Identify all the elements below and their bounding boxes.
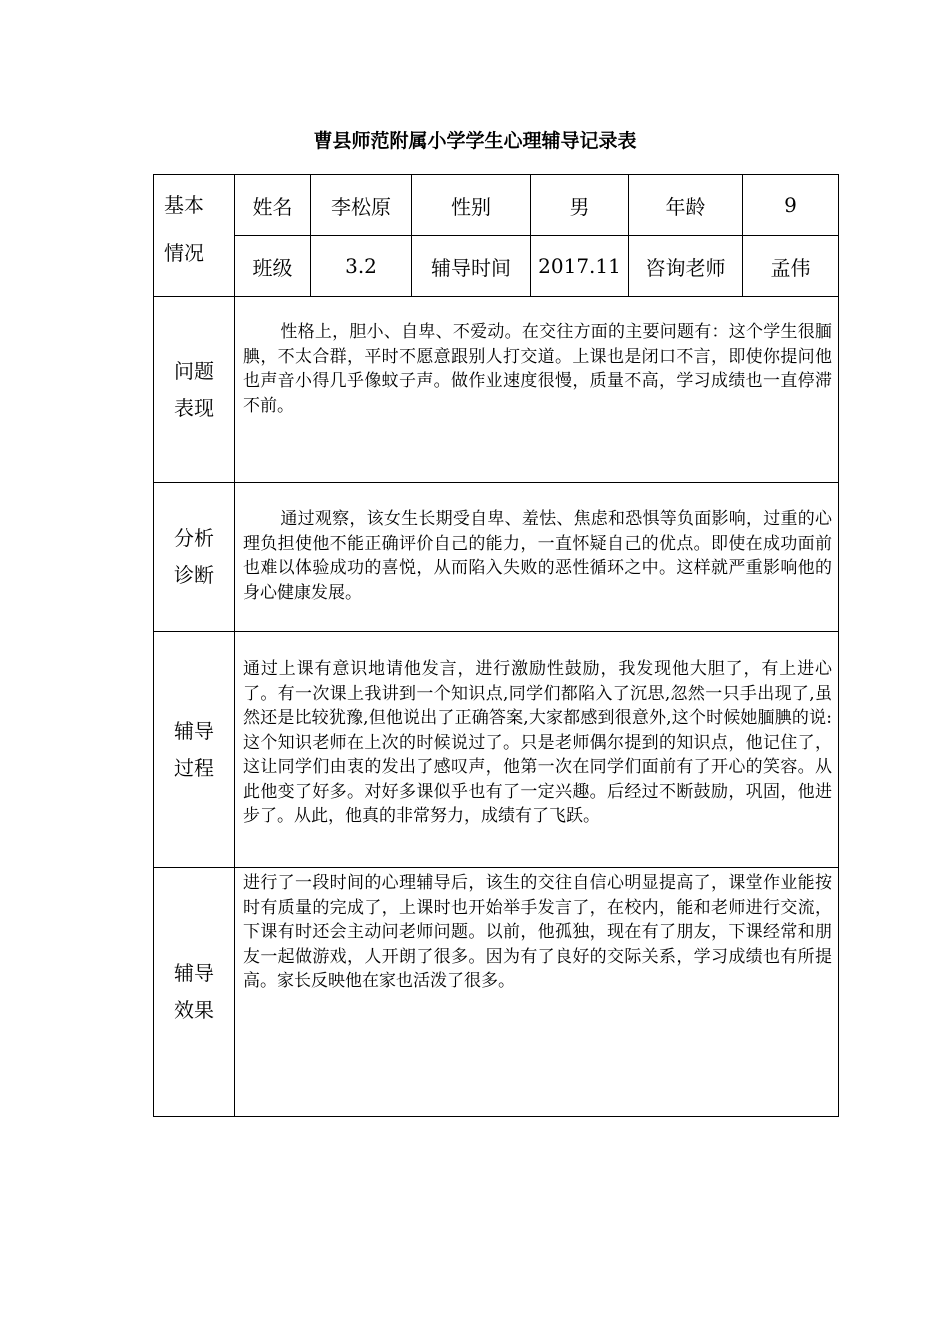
gender-label: 性别 — [412, 175, 531, 236]
analysis-label-line1: 分析 — [174, 526, 214, 550]
class-label: 班级 — [235, 236, 311, 297]
class-value: 3.2 — [311, 236, 412, 297]
counseling-record-table — [153, 174, 839, 1117]
gender-value: 男 — [531, 175, 629, 236]
analysis-label — [154, 483, 235, 632]
age-value: 9 — [743, 175, 839, 236]
analysis-text: 通过观察，该女生长期受自卑、羞怯、焦虑和恐惧等负面影响，过重的心理负担使他不能正确评价自己的能力，一直怀疑自己的优点。即使在成功面前也难以体验成功的喜悦，从而陷入失败的恶性循环之中。这样就严重影响他的身心健康发展。 — [235, 483, 839, 632]
age-label: 年龄 — [629, 175, 743, 236]
effect-label — [154, 868, 235, 1117]
page-title: 曹县师范附属小学学生心理辅导记录表 — [313, 130, 637, 152]
process-label — [154, 632, 235, 868]
process-text: 通过上课有意识地请他发言，进行激励性鼓励，我发现他大胆了，有上进心了。有一次课上我讲到一个知识点,同学们都陷入了沉思,忽然一只手出现了,虽然还是比较犹豫,但他说出了正确答案,大家都感到很意外,这个时候她腼腆的说:这个知识老师在上次的时候说过了。只是老师偶尔提到的知识点，他记住了，这让同学们由衷的发出了感叹声，他第一次在同学们面前有了开心的笑容。从此他变了好多。对好多课似乎也有了一定兴趣。后经过不断鼓励，巩固，他进步了。从此，他真的非常努力，成绩有了飞跃。 — [235, 632, 839, 868]
basic-info-label-line2: 情况 — [164, 241, 204, 265]
teacher-value: 孟伟 — [743, 236, 839, 297]
counseling-time-label: 辅导时间 — [412, 236, 531, 297]
basic-info-label-line1: 基本 — [164, 193, 204, 217]
process-label-line2: 过程 — [174, 755, 214, 780]
effect-label-line1: 辅导 — [174, 961, 214, 985]
counseling-time-value: 2017.11 — [531, 236, 629, 297]
problem-label — [154, 297, 235, 483]
name-value: 李松原 — [311, 175, 412, 236]
process-label-line1: 辅导 — [174, 718, 214, 743]
name-label: 姓名 — [235, 175, 311, 236]
analysis-label-line2: 诊断 — [174, 563, 214, 587]
teacher-label: 咨询老师 — [629, 236, 743, 297]
problem-text: 性格上，胆小、自卑、不爱动。在交往方面的主要问题有：这个学生很腼腆，不太合群，平时不愿意跟别人打交道。上课也是闭口不言，即使你提问他也声音小得几乎像蚊子声。做作业速度很慢，质量不高，学习成绩也一直停滞不前。 — [235, 297, 839, 483]
problem-label-line1: 问题 — [174, 358, 214, 383]
basic-info-label — [154, 175, 235, 297]
problem-label-line2: 表现 — [174, 395, 214, 420]
effect-text: 进行了一段时间的心理辅导后，该生的交往自信心明显提高了，课堂作业能按时有质量的完成了，上课时也开始举手发言了，在校内，能和老师进行交流，下课有时还会主动问老师问题。以前，他孤独，现在有了朋友，下课经常和朋友一起做游戏，人开朗了很多。因为有了良好的交际关系，学习成绩也有所提高。家长反映他在家也活泼了很多。 — [235, 868, 839, 1117]
effect-label-line2: 效果 — [174, 998, 214, 1022]
